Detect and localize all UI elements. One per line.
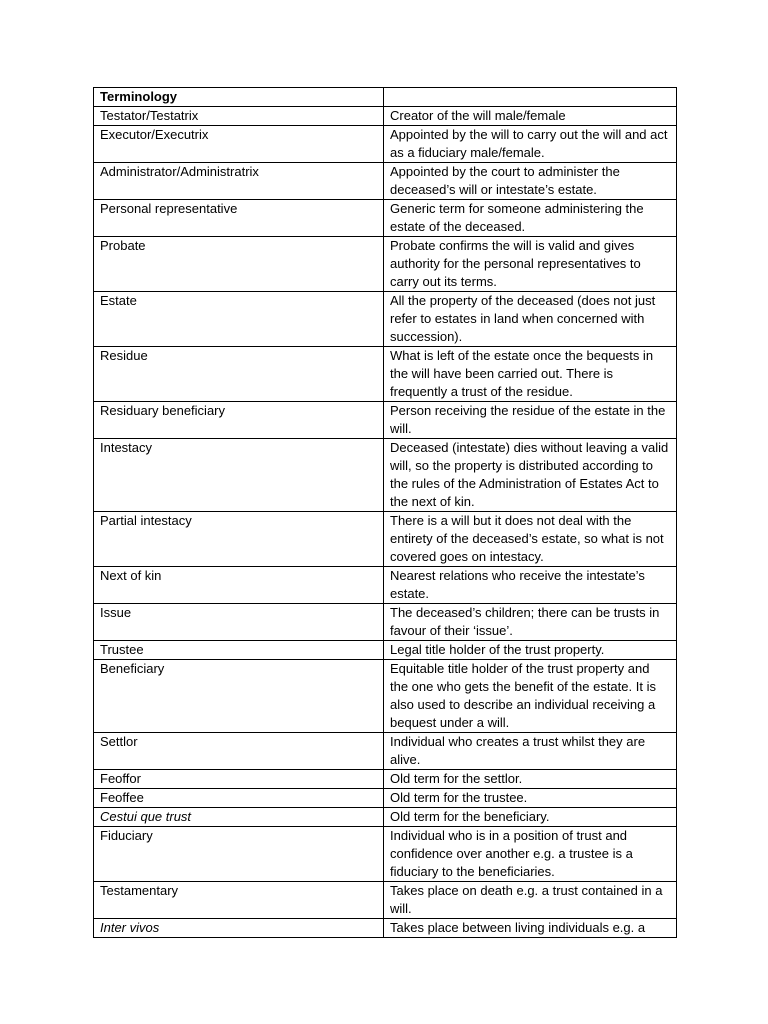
term-cell: Next of kin xyxy=(94,567,384,604)
definition-cell: There is a will but it does not deal with the entirety of the deceased’s estate, so what is not covered goes on intestacy. xyxy=(384,512,677,567)
definition-cell: Individual who creates a trust whilst they are alive. xyxy=(384,733,677,770)
table-row xyxy=(94,770,677,789)
definition-cell: Old term for the beneficiary. xyxy=(384,808,677,827)
table-header-row xyxy=(94,88,677,107)
definition-cell: Nearest relations who receive the intestate’s estate. xyxy=(384,567,677,604)
definition-cell: What is left of the estate once the bequests in the will have been carried out. There is frequently a trust of the residue. xyxy=(384,347,677,402)
table-row xyxy=(94,439,677,512)
term-cell: Cestui que trust xyxy=(94,808,384,827)
definition-cell: Creator of the will male/female xyxy=(384,107,677,126)
term-cell: Probate xyxy=(94,237,384,292)
term-cell: Testamentary xyxy=(94,882,384,919)
term-cell: Inter vivos xyxy=(94,919,384,938)
table-row xyxy=(94,789,677,808)
table-row xyxy=(94,882,677,919)
table-row xyxy=(94,660,677,733)
table-row xyxy=(94,641,677,660)
table-row xyxy=(94,237,677,292)
table-row xyxy=(94,919,677,938)
definition-cell: Person receiving the residue of the estate in the will. xyxy=(384,402,677,439)
definition-cell: Equitable title holder of the trust property and the one who gets the benefit of the estate. It is also used to describe an individual receiving a bequest under a will. xyxy=(384,660,677,733)
term-cell: Personal representative xyxy=(94,200,384,237)
table-row xyxy=(94,808,677,827)
table-row xyxy=(94,163,677,200)
table-row xyxy=(94,126,677,163)
table-row xyxy=(94,347,677,402)
term-cell: Fiduciary xyxy=(94,827,384,882)
definition-cell: Takes place between living individuals e.g. a xyxy=(384,919,677,938)
term-cell: Estate xyxy=(94,292,384,347)
term-cell: Executor/Executrix xyxy=(94,126,384,163)
definition-cell: All the property of the deceased (does not just refer to estates in land when concerned with succession). xyxy=(384,292,677,347)
definition-cell: Probate confirms the will is valid and gives authority for the personal representatives to carry out its terms. xyxy=(384,237,677,292)
table-row xyxy=(94,733,677,770)
term-cell: Residuary beneficiary xyxy=(94,402,384,439)
table-row xyxy=(94,567,677,604)
table-row xyxy=(94,292,677,347)
term-cell: Trustee xyxy=(94,641,384,660)
table-row xyxy=(94,604,677,641)
term-cell: Settlor xyxy=(94,733,384,770)
table-row xyxy=(94,827,677,882)
term-cell: Issue xyxy=(94,604,384,641)
header-definition-cell xyxy=(384,88,677,107)
term-cell: Residue xyxy=(94,347,384,402)
table-row xyxy=(94,512,677,567)
term-cell: Beneficiary xyxy=(94,660,384,733)
header-term-cell: Terminology xyxy=(94,88,384,107)
definition-cell: Appointed by the will to carry out the will and act as a fiduciary male/female. xyxy=(384,126,677,163)
term-cell: Intestacy xyxy=(94,439,384,512)
definition-cell: Old term for the settlor. xyxy=(384,770,677,789)
term-cell: Partial intestacy xyxy=(94,512,384,567)
definition-cell: Individual who is in a position of trust and confidence over another e.g. a trustee is a fiduciary to the beneficiaries. xyxy=(384,827,677,882)
terminology-table xyxy=(93,87,677,938)
table-row xyxy=(94,107,677,126)
definition-cell: Takes place on death e.g. a trust contained in a will. xyxy=(384,882,677,919)
table-row xyxy=(94,402,677,439)
definition-cell: Deceased (intestate) dies without leaving a valid will, so the property is distributed according to the rules of the Administration of Estates Act to the next of kin. xyxy=(384,439,677,512)
term-cell: Testator/Testatrix xyxy=(94,107,384,126)
definition-cell: Appointed by the court to administer the deceased’s will or intestate’s estate. xyxy=(384,163,677,200)
definition-cell: Legal title holder of the trust property. xyxy=(384,641,677,660)
term-cell: Administrator/Administratrix xyxy=(94,163,384,200)
term-cell: Feoffee xyxy=(94,789,384,808)
table-row xyxy=(94,200,677,237)
definition-cell: Generic term for someone administering the estate of the deceased. xyxy=(384,200,677,237)
definition-cell: Old term for the trustee. xyxy=(384,789,677,808)
definition-cell: The deceased’s children; there can be trusts in favour of their ‘issue’. xyxy=(384,604,677,641)
term-cell: Feoffor xyxy=(94,770,384,789)
